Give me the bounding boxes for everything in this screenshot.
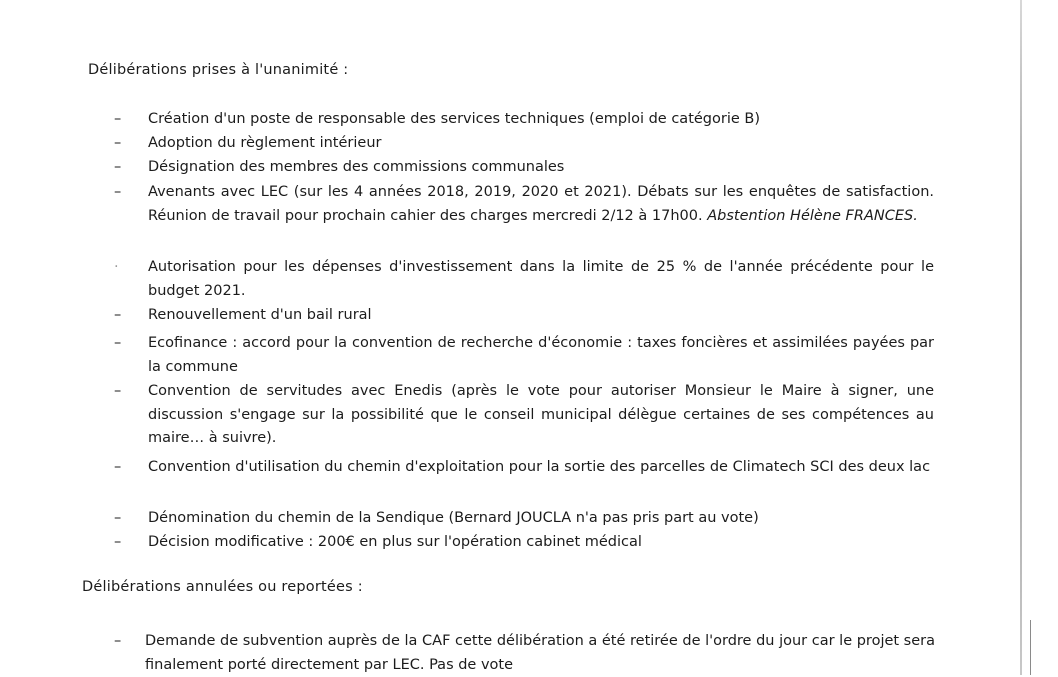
list-item-subvention-caf: Demande de subvention auprès de la CAF cette délibération a été retirée de l'ordre du jour car le projet sera finalement porté directement par LEC. Pas de vote	[145, 633, 936, 673]
list-bullet: –	[114, 383, 122, 399]
scan-edge-line	[1020, 0, 1022, 675]
list-item-commissions: Désignation des membres des commissions communales	[148, 159, 565, 175]
list-bullet: –	[114, 534, 122, 550]
section-heading-cancelled: Délibérations annulées ou reportées :	[82, 579, 363, 595]
list-bullet: –	[114, 335, 122, 351]
list-item-ecofinance: Ecofinance : accord pour la convention de recherche d'économie : taxes foncières et assimilées payées par la commune	[148, 335, 934, 375]
list-item-poste-responsable: Création d'un poste de responsable des services techniques (emploi de catégorie B)	[148, 111, 761, 127]
list-item-text: Avenants avec LEC (sur les 4 années 2018, 2019, 2020 et 2021). Débats sur les enquêtes de satisfaction. Réunion de travail pour prochain cahier des charges mercredi 2/12 à 17h00.	[148, 184, 934, 224]
list-bullet: –	[114, 111, 122, 127]
list-item-depenses-investissement: Autorisation pour les dépenses d'investissement dans la limite de 25 % de l'année précédente pour le budget 2021.	[148, 259, 934, 299]
list-bullet: –	[114, 135, 122, 151]
list-item-decision-modificative: Décision modificative : 200€ en plus sur l'opération cabinet médical	[148, 534, 642, 550]
list-bullet: –	[114, 633, 122, 649]
list-item-chemin-exploitation: Convention d'utilisation du chemin d'exploitation pour la sortie des parcelles de Climatech SCI des deux lac	[148, 459, 931, 475]
list-item-chemin-sendique: Dénomination du chemin de la Sendique (Bernard JOUCLA n'a pas pris part au vote)	[148, 510, 759, 526]
list-bullet: –	[114, 159, 122, 175]
list-item-avenants-lec	[148, 181, 934, 228]
list-bullet: –	[114, 510, 122, 526]
list-bullet: –	[114, 184, 122, 200]
scan-edge-mark	[1030, 620, 1031, 675]
abstention-note: Abstention Hélène FRANCES.	[707, 207, 918, 224]
list-item-convention-enedis: Convention de servitudes avec Enedis (après le vote pour autoriser Monsieur le Maire à signer, une discussion s'engage sur la possibilité que le conseil municipal délègue certaines de ses compétences au maire… à suivre).	[148, 383, 934, 446]
section-heading-unanimous: Délibérations prises à l'unanimité :	[88, 62, 349, 78]
list-bullet-faint: ·	[114, 259, 119, 275]
list-bullet: –	[114, 459, 122, 475]
list-bullet: –	[114, 307, 122, 323]
list-item-reglement-interieur: Adoption du règlement intérieur	[148, 135, 382, 151]
list-item-bail-rural: Renouvellement d'un bail rural	[148, 307, 372, 323]
